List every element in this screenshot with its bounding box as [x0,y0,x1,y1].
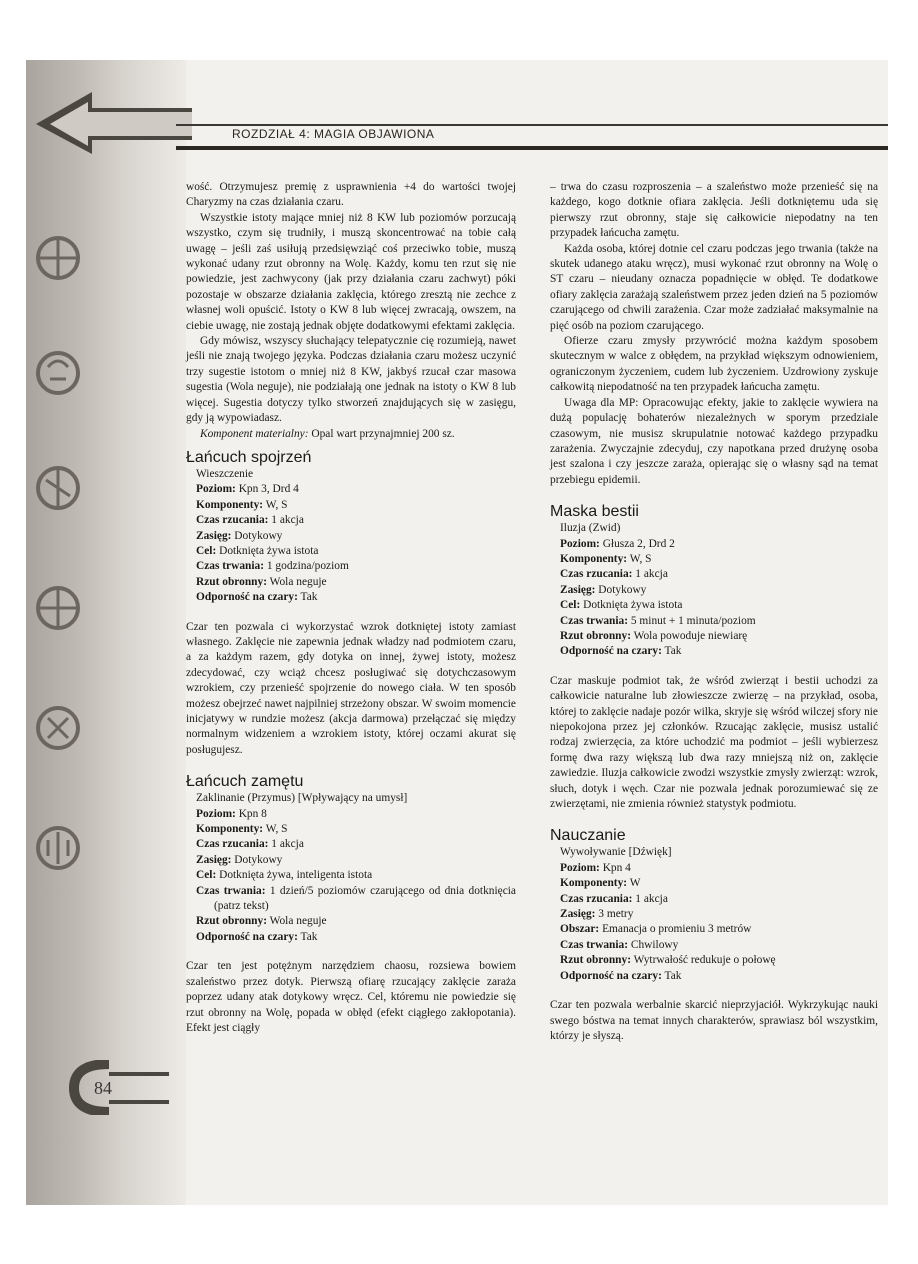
spell-description: Czar maskuje podmiot tak, że wśród zwierząt i bestii uchodzi za całkowicie naturalne lub złowieszcze zwierzę – na przykład, osoba, której to zaklęcie nadaje pozór wilka, skryje się wśród wilczej sfory nie niepokojona przez jej członków. Rzucając zaklęcie, musisz ustalić rodzaj zwierzęcia, za które uchodzić ma podmiot – jeśli wybierzesz formę dwa razy większą lub dwa razy mniejszą niż on, zaklęcie zawiedzie. Iluzja całkowicie zwodzi wszystkie zmysły zwierząt: wzrok, słuch, dotyk i węch. Czar nie pozwala jednak porozumiewać się ze zwierzętami, nie zmienia również statystyk podmiotu. [550,674,878,811]
component-label: Komponent materialny: [200,427,309,440]
paragraph: wość. Otrzymujesz premię z usprawnienia +4 do wartości twojej Charyzmy na czas działania czaru. [186,181,516,209]
arrow-ornament-icon [32,88,192,158]
paragraph: Wszystkie istoty mające mniej niż 8 KW lub poziomów porzucają wszystko, czym się trudniły, i muszą skoncentrować na tobie całą uwagę – jeśli zaś usiłują przedsięwziąć coś przeciwko tobie, muszą wykonać udany rzut obronny na Wolę. Każdy, komu ten rzut się nie powiedzie, jest zachwycony (jak przy działania czaru zachwyt) póki pozostaje w obszarze działania zaklęcia, którego zresztą nie zechce z własnej woli opuścić. Istoty o KW 8 lub więcej zwracają, owszem, na ciebie uwagę, nie zostają jednak objęte dodatkowymi efektami zaklęcia. [186,211,516,332]
spell-description: Czar ten jest potężnym narzędziem chaosu, rozsiewa bowiem szaleństwo przez dotyk. Pierwszą ofiarę rzucający zaklęcie zaraża poprzez udany atak dotykowy wręcz. Cel, któremu nie powiedzie się rzut obronny na Wolę, popada w obłęd (efekt ciągłego zakłopotania). Efekt jest ciągły [186,960,516,1034]
gm-note: Uwaga dla MP: Opracowując efekty, jakie to zaklęcie wywiera na dużą populację bohaterów niezależnych w sporym przedziale czasowym, nie musisz skrupulatnie notować każdego przypadku zarażenia. Zwyczajnie zdecyduj, czy napotkana przed drużynę osoba jest szalona i czy jeszcze zaraża, opierając się o własny sąd na temat przebiegu epidemii. [550,396,878,486]
rune-emblem-icon [30,820,86,876]
stat-target: Cel: Dotknięta żywa, inteligenta istota [196,869,373,882]
stat-components: Komponenty: W, S [196,498,288,511]
page-number: 84 [94,1078,112,1098]
stat-range: Zasięg: Dotykowy [196,853,283,866]
paragraph: Ofierze czaru zmysły przywrócić można każdym sposobem skutecznym w walce z obłędem, na przykład większym odnowieniem, ograniczonym życzeniem, cudem lub życzeniem. Uzdrowiony zyskuje całkowitą niepodatność na ten przypadek łańcucha zamętu. [550,335,878,394]
stat-target: Cel: Dotknięta żywa istota [196,544,319,557]
stat-casting-time: Czas rzucania: 1 akcja [196,514,304,527]
stat-duration: Czas trwania: 5 minut + 1 minuta/poziom [560,614,756,627]
spell-stats [560,845,878,984]
stat-level: Poziom: Głusza 2, Drd 2 [560,537,675,550]
book-page [26,60,888,1205]
stat-duration: Czas trwania: Chwilowy [560,938,679,951]
spell-title: Maska bestii [550,503,639,521]
stat-area: Obszar: Emanacja o promieniu 3 metrów [560,923,752,936]
rune-emblem-icon [30,460,86,516]
spell-school: Wywoływanie [Dźwięk] [560,846,672,859]
spell-stats [196,791,516,945]
paragraph: – trwa do czasu rozproszenia – a szaleństwo może przenieść się na każdego, kogo dotknie ofiara zaklęcia. Jeśli dotkniętemu uda się pierwszy rzut obronny, staje się całkowicie niepodatny na ten przypadek łańcucha zamętu. [550,181,878,240]
spell-description: Czar ten pozwala werbalnie skarcić nieprzyjaciół. Wykrzykując nauki swego bóstwa na temat innych charakterów, sprawiasz ból wszystkim, którzy je słyszą. [550,999,878,1042]
stat-casting-time: Czas rzucania: 1 akcja [560,892,668,905]
stat-spell-resistance: Odporność na czary: Tak [196,930,318,943]
left-column [186,180,516,1036]
stat-spell-resistance: Odporność na czary: Tak [560,969,682,982]
paragraph: Każda osoba, której dotnie cel czaru podczas jego trwania (także na skutek udanego ataku wręcz), musi wykonać rzut obronny na Wolę o ST czaru – nieudany oznacza popadnięcie w obłęd. Te dodatkowe ofiary zaklęcia zarażają szaleństwem przez jeden dzień na 5 poziomów czarującego od chwili zarażenia. Czar może zadziałać maksymalnie na pięć osób na poziom czarującego. [550,242,878,332]
stat-saving-throw: Rzut obronny: Wola neguje [196,915,327,928]
stat-components: Komponenty: W [560,877,641,890]
stat-range: Zasięg: Dotykowy [196,529,283,542]
stat-level: Poziom: Kpn 3, Drd 4 [196,483,299,496]
rune-emblem-icon [30,700,86,756]
spell-school: Zaklinanie (Przymus) [Wpływający na umysł] [196,792,408,805]
rune-emblem-icon [30,345,86,401]
spell-stats [196,467,516,606]
spell-school: Wieszczenie [196,467,254,480]
paragraph: Gdy mówisz, wszyscy słuchający telepatycznie cię rozumieją, nawet jeśli nie znają twojego języka. Podczas działania czaru możesz uczynić trzy sugestie istotom o mniej niż 8 KW, jakbyś rzucał czar masowa sugestia (Wola neguje), nie podziałają one jednak na istoty o KW 8 lub więcej. Sugestia dotyczy tylko stworzeń znajdujących się w zasięgu, gdy ją wypowiadasz. [186,335,516,425]
spell-title: Łańcuch spojrzeń [186,448,312,466]
stat-components: Komponenty: W, S [196,823,288,836]
stat-target: Cel: Dotknięta żywa istota [560,599,683,612]
spell-title: Łańcuch zamętu [186,773,304,791]
stat-duration: Czas trwania: 1 godzina/poziom [196,560,349,573]
decorative-sidebar [26,60,186,1205]
stat-components: Komponenty: W, S [560,552,652,565]
stat-casting-time: Czas rzucania: 1 akcja [560,568,668,581]
stat-range: Zasięg: Dotykowy [560,583,647,596]
spell-description: Czar ten pozwala ci wykorzystać wzrok dotkniętej istoty zamiast własnego. Zaklęcie nie zapewnia jednak władzy nad podmiotem czaru, a za każdym razem, gdy dotyka on innej, żywej istoty, możesz zdecydować, czy wciąż chcesz posługiwać się dotychczasowym wzrokiem, czy przenieść spojrzenie do nowego ciała. W ten sposób możesz obejrzeć nawet najpilniej strzeżony obszar. W swoim momencie inicjatywy w rundzie możesz (akcja darmowa) przełączać się między normalnym widzeniem a wzrokiem istoty, której oczami akurat się posługujesz. [186,620,516,756]
stat-level: Poziom: Kpn 4 [560,861,631,874]
stat-spell-resistance: Odporność na czary: Tak [560,645,682,658]
stat-saving-throw: Rzut obronny: Wola neguje [196,575,327,588]
material-component [186,427,516,442]
stat-casting-time: Czas rzucania: 1 akcja [196,838,304,851]
rune-emblem-icon [30,580,86,636]
stat-spell-resistance: Odporność na czary: Tak [196,591,318,604]
right-column [550,180,878,1044]
component-text: Opal wart przynajmniej 200 sz. [308,427,455,440]
chapter-header: ROZDZIAŁ 4: MAGIA OBJAWIONA [232,127,435,141]
rune-emblem-icon [30,230,86,286]
spell-school: Iluzja (Zwid) [560,522,621,535]
stat-saving-throw: Rzut obronny: Wytrwałość redukuje o połowę [560,954,776,967]
spell-title: Nauczanie [550,827,626,845]
stat-saving-throw: Rzut obronny: Wola powoduje niewiarę [560,629,748,642]
stat-duration: Czas trwania: 1 dzień/5 poziomów czarującego od dnia dotknięcia (patrz tekst) [196,884,516,913]
spell-stats [560,521,878,660]
stat-level: Poziom: Kpn 8 [196,807,267,820]
stat-range: Zasięg: 3 metry [560,908,634,921]
